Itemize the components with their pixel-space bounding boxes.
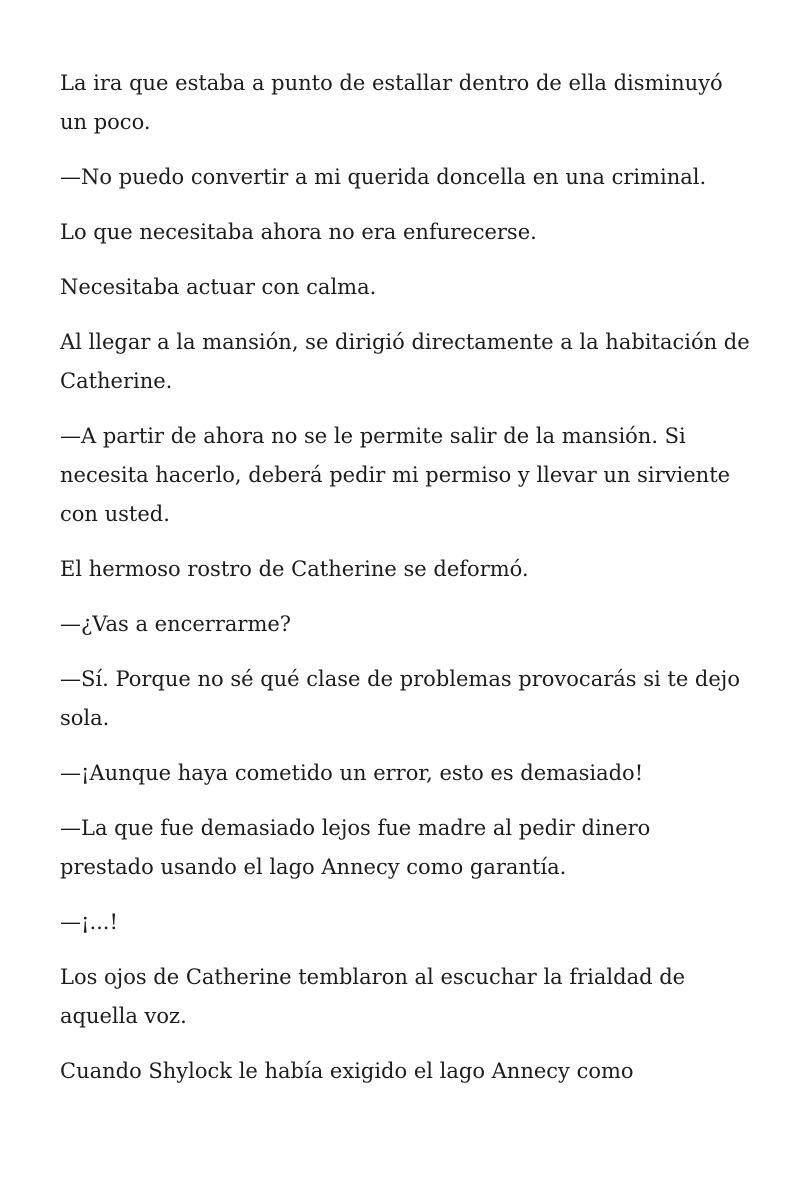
- paragraph-11: —La que fue demasiado lejos fue madre al pedir dinero prestado usando el lago Annecy como garantía.: [60, 816, 651, 879]
- paragraph-8: —¿Vas a encerrarme?: [60, 612, 292, 636]
- reading-page: [60, 64, 750, 1107]
- paragraph-7: El hermoso rostro de Catherine se deformó.: [60, 557, 529, 581]
- paragraph-9: —Sí. Porque no sé qué clase de problemas provocarás si te dejo sola.: [60, 667, 740, 730]
- paragraph-1: La ira que estaba a punto de estallar dentro de ella disminuyó un poco.: [60, 71, 723, 134]
- paragraph-5: Al llegar a la mansión, se dirigió directamente a la habitación de Catherine.: [60, 330, 750, 393]
- paragraph-4: Necesitaba actuar con calma.: [60, 275, 377, 299]
- paragraph-3: Lo que necesitaba ahora no era enfurecerse.: [60, 220, 537, 244]
- paragraph-14: Cuando Shylock le había exigido el lago Annecy como: [60, 1059, 634, 1083]
- paragraph-12: —¡...!: [60, 910, 118, 934]
- paragraph-6: —A partir de ahora no se le permite salir de la mansión. Si necesita hacerlo, deberá pedir mi permiso y llevar un sirviente con usted.: [60, 424, 731, 526]
- paragraph-2: —No puedo convertir a mi querida doncella en una criminal.: [60, 165, 707, 189]
- paragraph-13: Los ojos de Catherine temblaron al escuchar la frialdad de aquella voz.: [60, 965, 686, 1028]
- paragraph-10: —¡Aunque haya cometido un error, esto es demasiado!: [60, 761, 644, 785]
